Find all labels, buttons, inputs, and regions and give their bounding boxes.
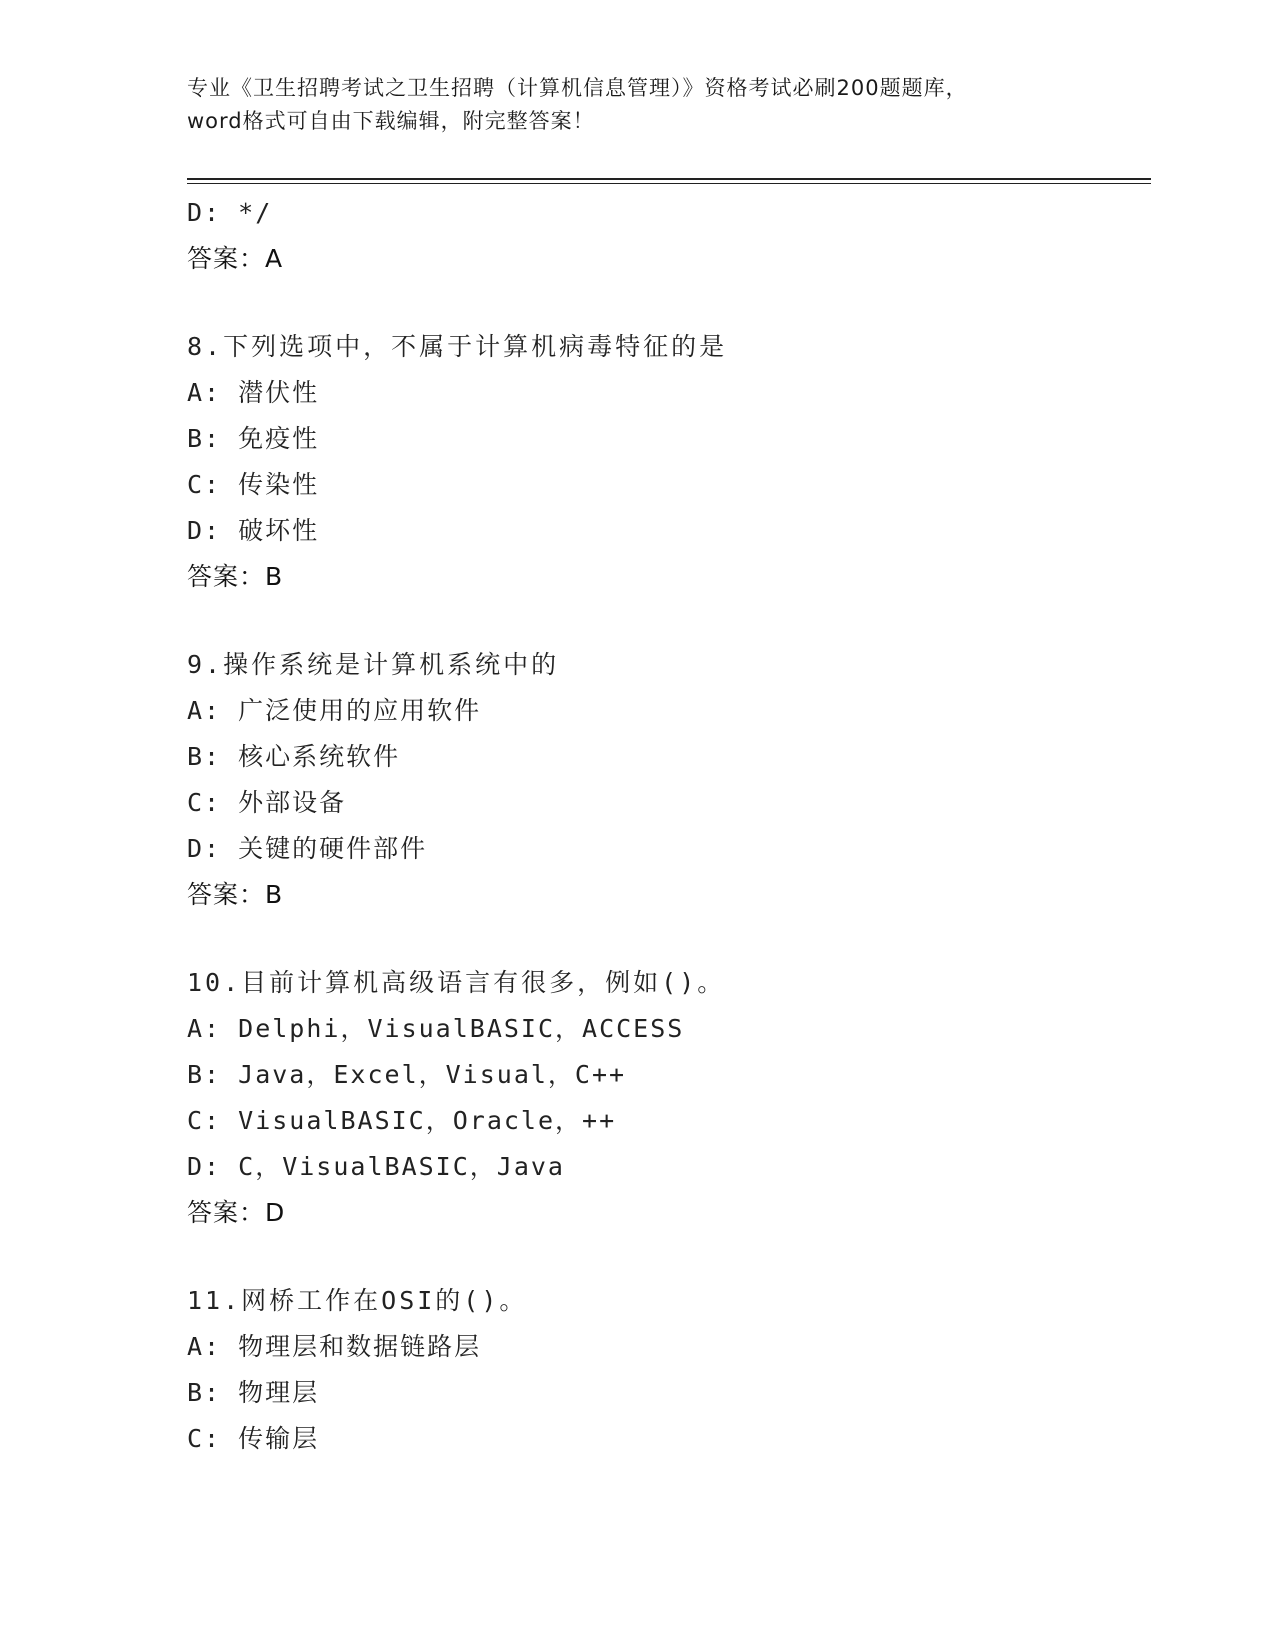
question-list [187,190,1147,1462]
header-divider-thin [187,183,1151,184]
header-line-2: word格式可自由下载编辑，附完整答案！ [187,109,595,133]
option-c: C: 外部设备 [187,788,347,817]
option-c: C: VisualBASIC，Oracle，++ [187,1106,617,1135]
question-10 [187,960,1147,1236]
option-b: B: 物理层 [187,1378,320,1407]
option-b: B: Java，Excel，Visual，C++ [187,1060,627,1089]
option-d: D: */ [187,198,273,227]
option-c: C: 传输层 [187,1424,320,1453]
answer-line: 答案：D [187,1198,286,1227]
question-title: 9.操作系统是计算机系统中的 [187,650,560,679]
option-d: D: 关键的硬件部件 [187,834,428,863]
answer-line: 答案：B [187,562,284,591]
option-a: A: 广泛使用的应用软件 [187,696,482,725]
document-header [187,72,1087,138]
previous-question-tail [187,190,1147,282]
question-9 [187,642,1147,918]
option-a: A: 物理层和数据链路层 [187,1332,482,1361]
option-b: B: 免疫性 [187,424,320,453]
answer-line: 答案：B [187,880,284,909]
question-11 [187,1278,1147,1462]
header-line-1: 专业《卫生招聘考试之卫生招聘（计算机信息管理）》资格考试必刷200题题库， [187,76,968,100]
question-title: 11.网桥工作在OSI的()。 [187,1286,528,1315]
answer-line: 答案：A [187,244,284,273]
option-d: D: 破坏性 [187,516,320,545]
option-a: A: 潜伏性 [187,378,320,407]
question-8 [187,324,1147,600]
option-b: B: 核心系统软件 [187,742,401,771]
header-divider-thick [187,178,1151,180]
question-title: 10.目前计算机高级语言有很多，例如()。 [187,968,726,997]
option-d: D: C，VisualBASIC，Java [187,1152,565,1181]
question-title: 8.下列选项中，不属于计算机病毒特征的是 [187,332,728,361]
option-c: C: 传染性 [187,470,320,499]
option-a: A: Delphi，VisualBASIC，ACCESS [187,1014,685,1043]
